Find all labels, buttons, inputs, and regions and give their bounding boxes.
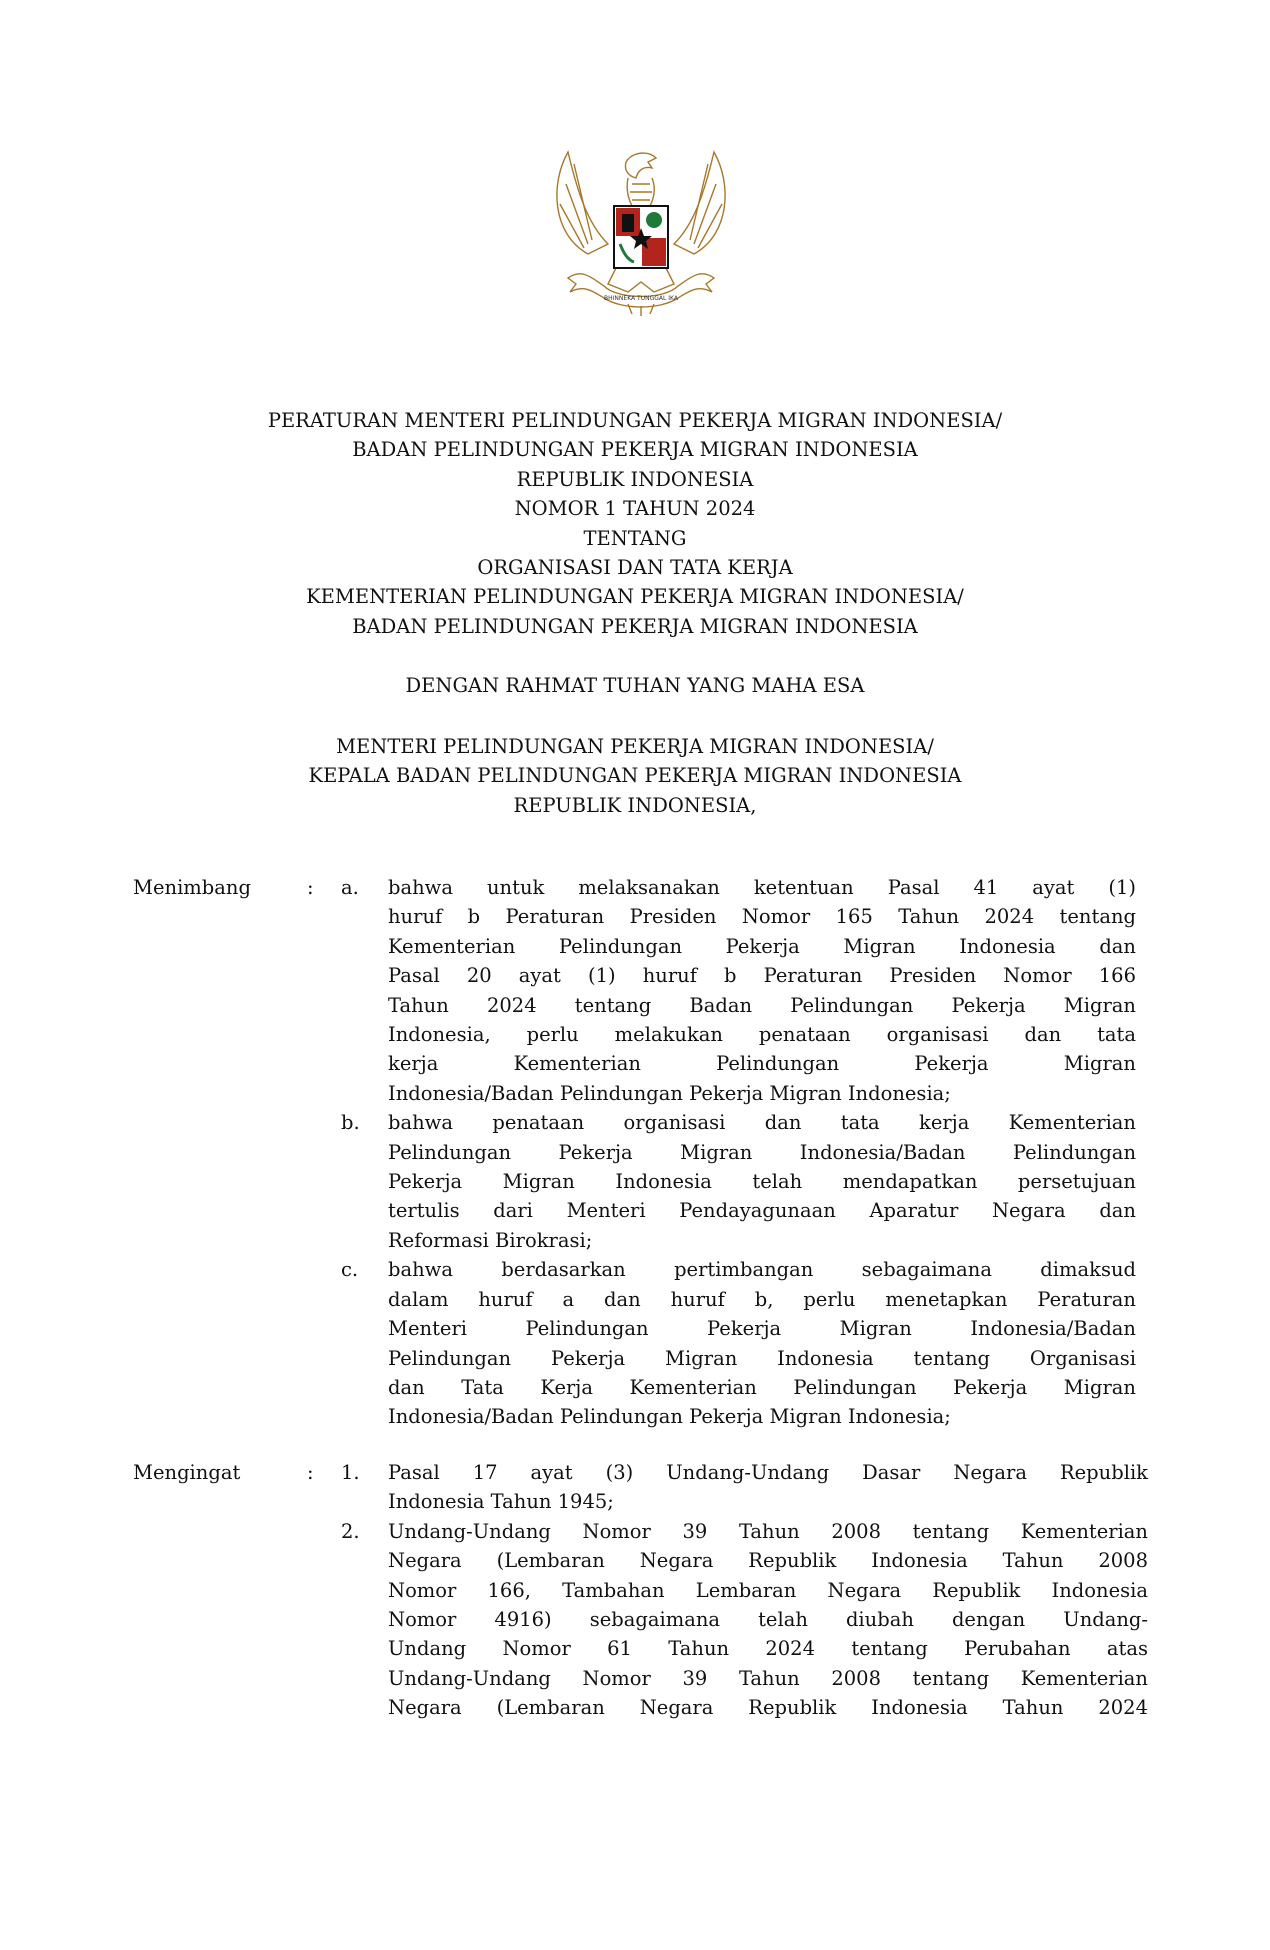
text-line: Nomor 4916) sebagaimana telah diubah dengan Undang- (388, 1608, 1148, 1632)
issuer-line: MENTERI PELINDUNGAN PEKERJA MIGRAN INDONESIA/ (336, 735, 934, 758)
mengingat-label: Mengingat (133, 1461, 241, 1484)
title-line: TENTANG (583, 526, 687, 550)
text-line: Negara (Lembaran Negara Republik Indonesia Tahun 2024 (388, 1696, 1148, 1720)
text-line: kerja Kementerian Pelindungan Pekerja Migran (388, 1052, 1136, 1076)
text-line: dan Tata Kerja Kementerian Pelindungan Pekerja Migran (388, 1375, 1136, 1399)
text-line: Pelindungan Pekerja Migran Indonesia tentang Organisasi (388, 1346, 1136, 1370)
title-line: KEMENTERIAN PELINDUNGAN PEKERJA MIGRAN INDONESIA/ (306, 585, 964, 609)
text-line: Undang Nomor 61 Tahun 2024 tentang Perubahan atas (388, 1637, 1148, 1661)
text-line: Pasal 17 ayat (3) Undang-Undang Dasar Negara Republik (388, 1461, 1148, 1484)
title-line: ORGANISASI DAN TATA KERJA (477, 556, 793, 580)
issuer (0, 732, 1270, 820)
list-item (0, 1458, 1270, 1517)
title-line: PERATURAN MENTERI PELINDUNGAN PEKERJA MIGRAN INDONESIA/ (267, 409, 1003, 432)
text-line: Pekerja Migran Indonesia telah mendapatkan persetujuan (388, 1170, 1136, 1194)
menimbang-label: Menimbang (133, 876, 251, 899)
text-line: Indonesia/Badan Pelindungan Pekerja Migran Indonesia; (388, 1405, 951, 1429)
garuda-icon (548, 144, 734, 318)
list-marker: c. (341, 1258, 359, 1282)
list-item (0, 1517, 1270, 1723)
list-item (0, 873, 1270, 1108)
text-line: bahwa untuk melaksanakan ketentuan Pasal 41 ayat (1) (388, 876, 1136, 899)
list-marker: 2. (341, 1519, 360, 1543)
garuda-emblem-logo (548, 144, 734, 318)
text-line: Undang-Undang Nomor 39 Tahun 2008 tentang Kementerian (388, 1519, 1148, 1543)
title-line: BADAN PELINDUNGAN PEKERJA MIGRAN INDONESIA (352, 614, 918, 638)
text-line: Undang-Undang Nomor 39 Tahun 2008 tentang Kementerian (388, 1666, 1148, 1690)
text-line: dalam huruf a dan huruf b, perlu menetapkan Peraturan (388, 1287, 1136, 1311)
invocation-text: DENGAN RAHMAT TUHAN YANG MAHA ESA (405, 674, 865, 697)
list-marker: b. (341, 1111, 360, 1135)
title-line: REPUBLIK INDONESIA (516, 467, 754, 491)
text-line: Pelindungan Pekerja Migran Indonesia/Badan Pelindungan (388, 1140, 1136, 1164)
text-line: Tahun 2024 tentang Badan Pelindungan Pekerja Migran (388, 993, 1136, 1017)
text-line: Reformasi Birokrasi; (388, 1228, 593, 1252)
text-line: Nomor 166, Tambahan Lembaran Negara Republik Indonesia (388, 1578, 1148, 1602)
list-marker: 1. (341, 1461, 360, 1484)
text-line: Indonesia Tahun 1945; (388, 1490, 614, 1514)
issuer-line: KEPALA BADAN PELINDUNGAN PEKERJA MIGRAN INDONESIA (308, 764, 962, 788)
text-line: Pasal 20 ayat (1) huruf b Peraturan Presiden Nomor 166 (388, 964, 1136, 988)
text-line: huruf b Peraturan Presiden Nomor 165 Tahun 2024 tentang (388, 905, 1136, 929)
text-line: Negara (Lembaran Negara Republik Indonesia Tahun 2008 (388, 1549, 1148, 1573)
text-line: bahwa berdasarkan pertimbangan sebagaimana dimaksud (388, 1258, 1136, 1282)
invocation (0, 671, 1270, 700)
text-line: tertulis dari Menteri Pendayagunaan Aparatur Negara dan (388, 1199, 1136, 1223)
colon: : (307, 876, 314, 899)
title-line: NOMOR 1 TAHUN 2024 (514, 497, 756, 521)
text-line: Menteri Pelindungan Pekerja Migran Indonesia/Badan (388, 1317, 1136, 1341)
text-line: Indonesia/Badan Pelindungan Pekerja Migran Indonesia; (388, 1081, 951, 1105)
text-line: bahwa penataan organisasi dan tata kerja Kementerian (388, 1111, 1136, 1135)
colon: : (307, 1461, 314, 1484)
svg-text:BHINNEKA TUNGGAL IKA: BHINNEKA TUNGGAL IKA (604, 295, 678, 302)
issuer-line: REPUBLIK INDONESIA, (513, 793, 757, 817)
regulation-title (0, 406, 1270, 641)
menimbang-section (0, 873, 1270, 1432)
mengingat-section (0, 1458, 1270, 1723)
list-item (0, 1108, 1270, 1255)
title-line: BADAN PELINDUNGAN PEKERJA MIGRAN INDONESIA (352, 438, 918, 462)
list-marker: a. (341, 876, 359, 899)
text-line: Kementerian Pelindungan Pekerja Migran Indonesia dan (388, 934, 1136, 958)
list-item (0, 1255, 1270, 1431)
text-line: Indonesia, perlu melakukan penataan organisasi dan tata (388, 1023, 1136, 1047)
